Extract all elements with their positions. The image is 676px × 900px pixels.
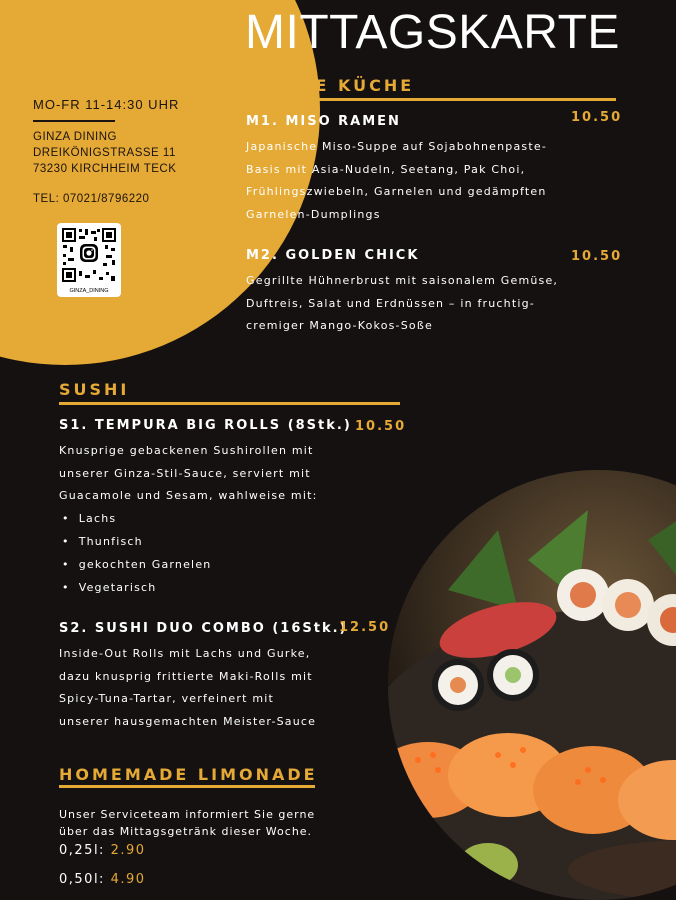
description-line: Basis mit Asia-Nudeln, Seetang, Pak Choi, — [246, 162, 526, 176]
qr-label: GINZA_DINING — [69, 288, 109, 294]
limonade-size-large — [59, 872, 146, 887]
menu-item-description — [246, 136, 547, 226]
section-heading-limonade: HOMEMADE LIMONADE — [59, 765, 318, 784]
hours-divider — [33, 120, 115, 122]
option-item: • Thunfisch — [62, 531, 211, 554]
qr-code[interactable] — [57, 223, 121, 297]
option-item: • Vegetarisch — [62, 577, 211, 600]
description-line: cremiger Mango-Kokos-Soße — [246, 319, 433, 332]
page-title: MITTAGSKARTE — [245, 6, 620, 59]
menu-item-price: 10.50 — [571, 249, 623, 264]
description-line: Garnelen-Dumplings — [246, 207, 381, 221]
menu-item-description — [59, 440, 318, 508]
description-line: Inside-Out Rolls mit Lachs und Gurke, — [59, 647, 311, 660]
phone-number: TEL: 07021/8796220 — [33, 193, 150, 205]
section-rule-limonade — [59, 785, 315, 788]
note-line: Unser Serviceteam informiert Sie gerne — [59, 808, 316, 821]
size-price: 4.90 — [110, 872, 146, 887]
size-price: 2.90 — [110, 843, 146, 858]
menu-item-name: M2. GOLDEN CHICK — [246, 248, 420, 263]
sushi-illustration — [388, 470, 676, 900]
option-item: • Lachs — [62, 508, 211, 531]
qr-code-icon — [61, 227, 117, 283]
description-line: dazu knusprig frittierte Maki-Rolls mit — [59, 669, 313, 683]
section-rule-warm — [245, 98, 616, 101]
note-line: über das Mittagsgetränk dieser Woche. — [59, 825, 313, 838]
limonade-note — [59, 806, 315, 840]
section-rule-sushi — [59, 402, 400, 405]
limonade-size-small — [59, 843, 146, 858]
sushi-platter-photo — [388, 470, 676, 900]
description-line: unserer hausgemachten Meister-Sauce — [59, 714, 317, 728]
address-street: DREIKÖNIGSTRASSE 11 — [33, 147, 176, 159]
description-line: Guacamole und Sesam, wahlweise mit: — [59, 489, 318, 502]
menu-item-description — [59, 643, 316, 733]
menu-item-name: S2. SUSHI DUO COMBO (16Stk.) — [59, 621, 348, 636]
menu-item-description — [246, 270, 558, 338]
description-line: Gegrillte Hühnerbrust mit saisonalem Gemüse, — [246, 274, 559, 287]
menu-item-price: 10.50 — [571, 110, 623, 125]
section-heading-sushi: SUSHI — [59, 380, 130, 399]
description-line: Spicy-Tuna-Tartar, verfeinert mit — [59, 692, 275, 705]
description-line: Knusprige gebackenen Sushirollen mit — [59, 444, 314, 457]
menu-item-price: 10.50 — [355, 419, 407, 434]
opening-hours: MO-FR 11-14:30 UHR — [33, 97, 180, 112]
menu-item-name: S1. TEMPURA BIG ROLLS (8Stk.) — [59, 418, 352, 433]
option-list — [62, 508, 211, 600]
size-label: 0,50l: — [59, 872, 111, 887]
description-line: unserer Ginza-Stil-Sauce, serviert mit — [59, 466, 311, 480]
address-city: 73230 KIRCHHEIM TECK — [33, 163, 177, 175]
description-line: Frühlingszwiebeln, Garnelen und gedämpften — [246, 185, 547, 198]
description-line: Duftreis, Salat und Erdnüssen – in fruchtig- — [246, 296, 535, 310]
section-heading-warm: WARME KÜCHE — [246, 76, 415, 95]
menu-item-name: M1. MISO RAMEN — [246, 114, 401, 129]
menu-item-price: 12.50 — [339, 620, 391, 635]
restaurant-name: GINZA DINING — [33, 131, 117, 143]
description-line: Japanische Miso-Suppe auf Sojabohnenpaste- — [246, 140, 548, 153]
option-item: • gekochten Garnelen — [62, 554, 211, 577]
size-label: 0,25l: — [59, 843, 111, 858]
